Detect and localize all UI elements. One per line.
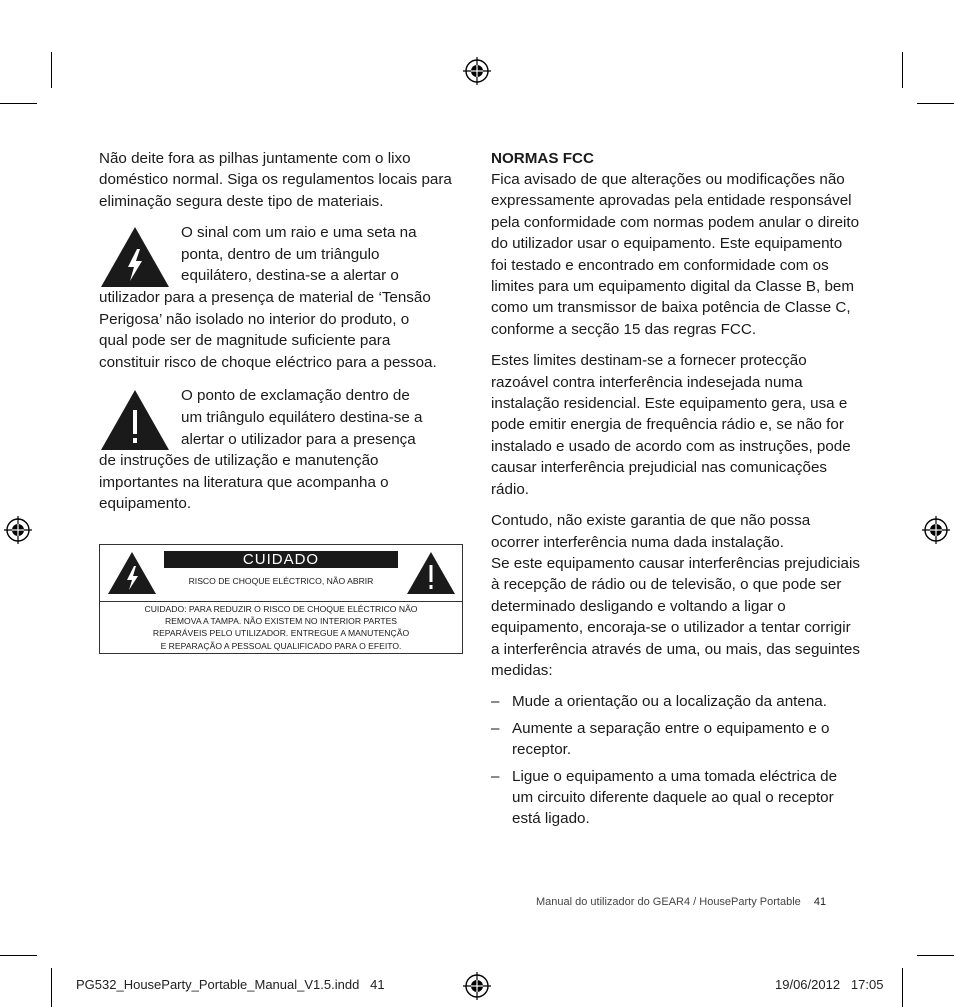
list-item: – Ligue o equipamento a uma tomada eléctrica de um circuito diferente daquele ao qual o receptor está ligado. <box>491 767 838 828</box>
lightning-line: utilizador para a presença de material de ‘Tensão <box>99 289 431 306</box>
caution-body-line: CUIDADO: PARA REDUZIR O RISCO DE CHOQUE ELÉCTRICO NÃO <box>144 604 418 614</box>
manual-title: Manual do utilizador do GEAR4 / HouseParty Portable <box>536 896 801 908</box>
exclamation-line: de instruções de utilização e manutenção <box>99 452 379 470</box>
exclamation-symbol-block <box>99 385 467 515</box>
page-number: 41 <box>813 896 827 908</box>
list-item: – Aumente a separação entre o equipamento e o receptor. <box>491 719 830 759</box>
crop-mark <box>51 52 52 88</box>
exclamation-line: O ponto de exclamação dentro de <box>181 387 410 405</box>
crop-mark <box>0 103 37 104</box>
fcc-paragraph-2: Estes limites destinam-se a fornecer protecção razoável contra interferência indesejada numa instalação residencial. Este equipamento gera, usa e pode emitir energia de frequência rádio e, se não for instalado e usado de acordo com as instruções, pode causar interferência prejudicial nas comunicações rádio. <box>491 352 851 498</box>
crop-mark <box>0 955 37 956</box>
registration-mark-icon <box>921 515 951 545</box>
lightning-line: Perigosa’ não isolado no interior do produto, o <box>99 310 410 328</box>
crop-mark <box>51 968 52 1007</box>
exclamation-line: equipamento. <box>99 495 192 513</box>
caution-body <box>100 603 462 652</box>
lightning-line: constituir risco de choque eléctrico para a pessoa. <box>99 353 437 371</box>
print-date: 19/06/2012 17:05 <box>775 977 884 992</box>
fcc-heading: NORMAS FCC <box>491 150 594 167</box>
exclamation-warning-icon <box>99 388 171 452</box>
lightning-symbol-block <box>99 222 467 373</box>
page-footer <box>536 896 826 908</box>
exclamation-line: importantes na literatura que acompanha o <box>99 473 389 491</box>
battery-disposal-paragraph: Não deite fora as pilhas juntamente com o lixo doméstico normal. Siga os regulamentos locais para eliminação segura deste tipo de materiais. <box>99 150 452 210</box>
list-item: – Mude a orientação ou a localização da antena. <box>491 693 827 711</box>
registration-mark-icon <box>3 515 33 545</box>
crop-mark <box>902 52 903 88</box>
crop-mark <box>917 955 954 956</box>
fcc-paragraph-1: Fica avisado de que alterações ou modificações não expressamente aprovadas pela entidade responsável pela conformidade com normas podem anular o direito do utilizador usar o equipamento. Este equipamento foi testado e encontrado em conformidade com os limites para um equipamento digital da Classe B, bem como um transmissor de baixa potência de Classe C, conforme a secção 15 das regras FCC. <box>491 171 860 338</box>
exclamation-line: um triângulo equilátero destina-se a <box>181 408 423 426</box>
lightning-warning-icon <box>107 551 157 595</box>
right-column <box>491 148 861 835</box>
fcc-paragraph-3a: Contudo, não existe garantia de que não possa ocorrer interferência numa dada instalação. <box>491 512 811 551</box>
exclamation-warning-icon <box>406 551 456 595</box>
measures-list <box>491 691 861 829</box>
caution-subtitle: RISCO DE CHOQUE ELÉCTRICO, NÃO ABRIR <box>188 576 374 586</box>
left-column <box>99 148 467 515</box>
caution-body-line: E REPARAÇÃO A PESSOAL QUALIFICADO PARA O EFEITO. <box>160 640 402 651</box>
crop-mark <box>917 103 954 104</box>
caution-title: CUIDADO <box>164 551 398 568</box>
lightning-warning-icon <box>99 225 171 289</box>
lightning-line: equilátero, destina-se a alertar o <box>181 267 399 285</box>
caution-body-line: REPARÁVEIS PELO UTILIZADOR. ENTREGUE A MANUTENÇÃO <box>152 628 410 639</box>
crop-mark <box>902 968 903 1007</box>
caution-label-header <box>100 545 462 602</box>
fcc-paragraph-3b: Se este equipamento causar interferências prejudiciais à recepção de rádio ou de televisão, o que pode ser determinado desligando e voltando a ligar o equipamento, encoraja-se o utilizador a tentar corrigir a interferência através de uma, ou mais, das seguintes medidas: <box>491 554 860 679</box>
registration-mark-icon <box>462 971 492 1001</box>
caution-label <box>99 544 463 654</box>
caution-body-line: REMOVA A TAMPA. NÃO EXISTEM NO INTERIOR PARTES <box>164 616 398 627</box>
lightning-line: ponta, dentro de um triângulo <box>181 245 380 263</box>
registration-mark-icon <box>462 56 492 86</box>
exclamation-line: alertar o utilizador para a presença <box>181 430 416 448</box>
file-slug: PG532_HouseParty_Portable_Manual_V1.5.indd 41 <box>76 977 385 992</box>
lightning-line: qual pode ser de magnitude suficiente para <box>99 332 391 350</box>
lightning-line: O sinal com um raio e uma seta na <box>181 224 417 242</box>
